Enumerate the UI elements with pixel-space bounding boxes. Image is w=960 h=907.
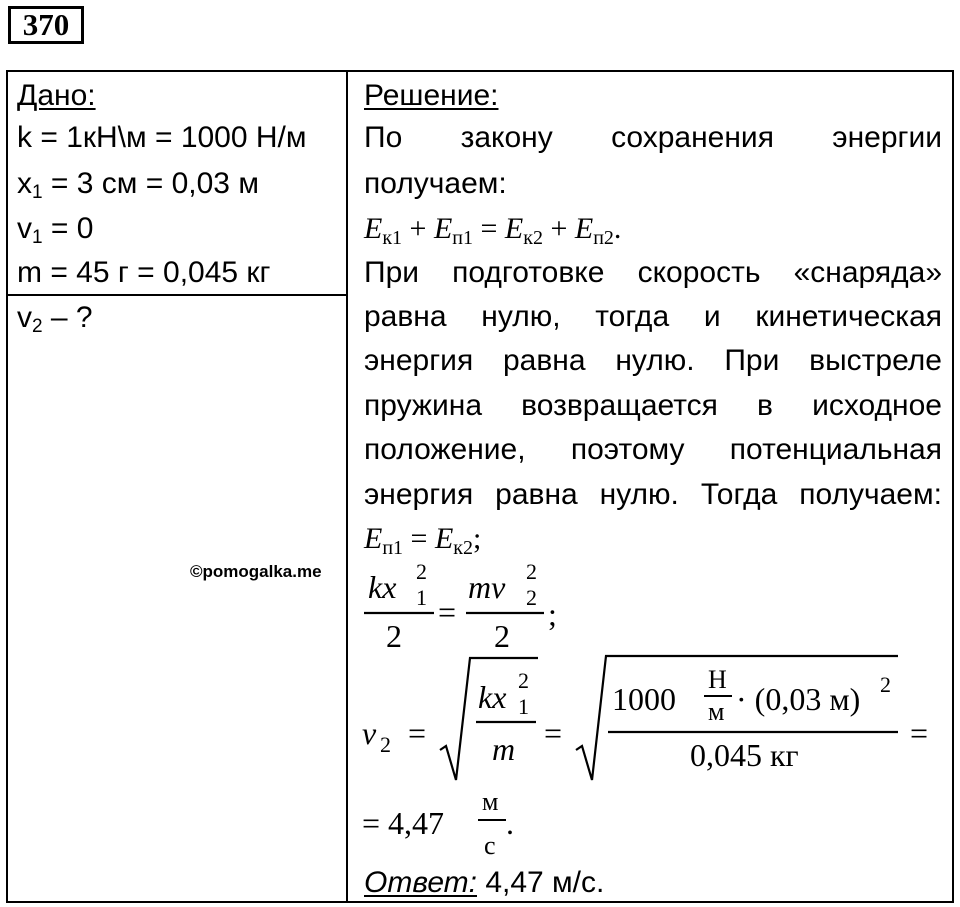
svg-text:=: =	[910, 715, 929, 751]
svg-text:2: 2	[494, 618, 510, 654]
energy-conservation-equation: $E_{к1} + E_{п1} = E_{к2} + E_{п2}$.	[364, 212, 622, 249]
svg-text:m: m	[492, 731, 516, 767]
svg-text:v: v	[362, 715, 377, 751]
svg-text:=: =	[438, 594, 457, 630]
svg-text:0,045 кг: 0,045 кг	[690, 737, 799, 773]
fraction-energy-equation	[358, 555, 578, 655]
svg-text:1000: 1000	[612, 681, 676, 717]
svg-text:2: 2	[880, 672, 891, 697]
given-k: k = 1кН\м = 1000 Н/м	[17, 121, 307, 154]
svg-text:kx: kx	[478, 679, 507, 715]
svg-text:2: 2	[386, 618, 402, 654]
answer-value: 4,47 м/с.	[477, 866, 605, 899]
given-v1: $v_1 = 0$	[17, 212, 94, 248]
svg-text:· (0,03 м): · (0,03 м)	[736, 681, 861, 717]
svg-text:.: .	[506, 805, 514, 841]
svg-text:2: 2	[416, 559, 427, 584]
svg-text:= 4,47: = 4,47	[362, 805, 445, 841]
solution-line-6: энергия равна нулю. При выстреле	[364, 344, 942, 377]
svg-text:2: 2	[526, 585, 537, 610]
column-divider	[346, 70, 348, 903]
svg-text:м: м	[708, 697, 725, 726]
svg-text:mv: mv	[468, 569, 506, 605]
svg-text:1: 1	[416, 585, 427, 610]
find-v2: $v_2$ – ?	[17, 301, 93, 337]
watermark: ©pomogalka.me	[190, 562, 322, 581]
svg-text:м: м	[482, 787, 499, 816]
solution-line-7: пружина возвращается в исходное	[364, 389, 942, 422]
solution-line-2: получаем:	[364, 167, 507, 200]
solution-header: Решение:	[364, 79, 499, 112]
given-m: m = 45 г = 0,045 кг	[17, 256, 271, 289]
problem-number: 370	[8, 6, 84, 44]
given-x1: $x_1 = 3$ см = 0,03 м	[17, 167, 259, 203]
svg-text:2: 2	[526, 559, 537, 584]
answer-label: Ответ:	[364, 866, 477, 899]
velocity-result	[358, 780, 558, 862]
solution-line-9: энергия равна нулю. Тогда получаем:	[364, 478, 942, 511]
svg-text:kx: kx	[368, 569, 397, 605]
svg-text:Н: Н	[708, 665, 727, 694]
velocity-formula	[358, 648, 950, 790]
svg-text:2: 2	[380, 732, 391, 757]
solution-line-5: равна нулю, тогда и кинетическая	[364, 300, 942, 333]
given-find-divider	[6, 294, 347, 296]
solution-line-4: При подготовке скорость «снаряда»	[364, 256, 942, 289]
svg-text:=: =	[544, 715, 563, 751]
solution-line-8: положение, поэтому потенциальная	[364, 433, 942, 466]
answer-line	[364, 866, 604, 900]
svg-text:1: 1	[518, 694, 529, 719]
potential-equals-kinetic-equation: $E_{п1} = E_{к2}$;	[364, 522, 482, 559]
given-header: Дано:	[17, 79, 96, 112]
solution-line-1: По закону сохранения энергии	[364, 121, 942, 154]
svg-text:;: ;	[548, 596, 557, 632]
svg-text:2: 2	[518, 668, 529, 693]
svg-text:=: =	[408, 715, 427, 751]
svg-text:с: с	[484, 831, 496, 860]
